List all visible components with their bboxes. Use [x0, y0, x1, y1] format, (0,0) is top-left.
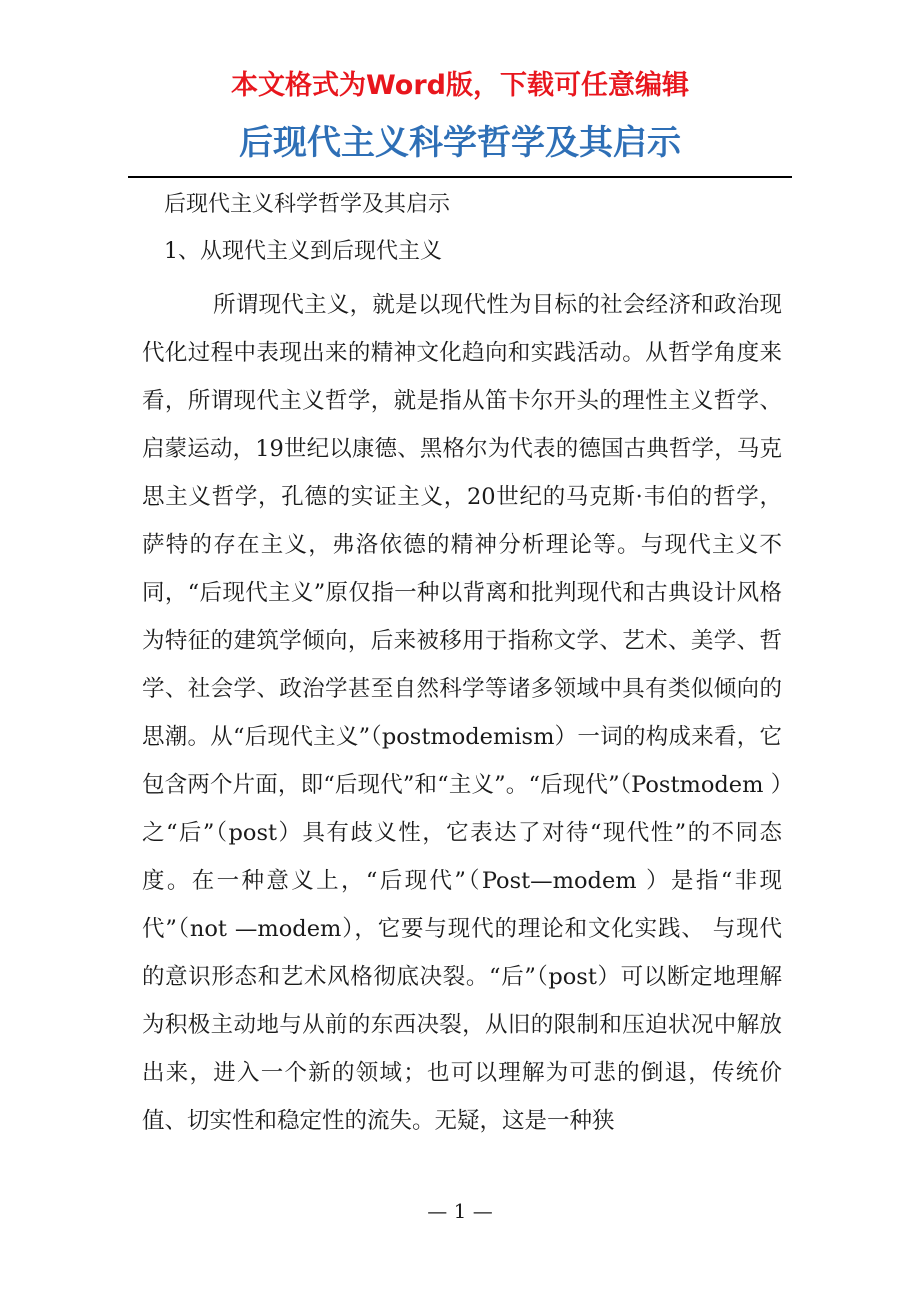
paragraph: 所谓现代主义，就是以现代性为目标的社会经济和政治现代化过程中表现出来的精神文化趋向和实践活动。从哲学角度来看，所谓现代主义哲学，就是指从笛卡尔开头的理性主义哲学、启蒙运动，19世纪以康德、黑格尔为代表的德国古典哲学，马克思主义哲学，孔德的实证主义，20世纪的马克斯·韦伯的哲学，萨特的存在主义，弗洛依德的精神分析理论等。与现代主义不同，“后现代主义”原仅指一种以背离和批判现代和古典设计风格为特征的建筑学倾向，后来被移用于指称文学、艺术、美学、哲学、社会学、政治学甚至自然科学等诸多领域中具有类似倾向的思潮。从“后现代主义”（postmodemism）一词的构成来看，它包含两个片面，即“后现代”和“主义”。“后现代”（Postmodem ）之“后”（post）具有歧义性，它表达了对待“现代性”的不同态度。在一种意义上，“后现代”（Post—modem ）是指“非现代”（not —modem），它要与现代的理论和文化实践、 与现代的意识形态和艺术风格彻底决裂。“后”（post）可以断定地理解为积极主动地与从前的东西决裂，从旧的限制和压迫状况中解放出来，进入一个新的领域；也可以理解为可悲的倒退，传统价值、切实性和稳定性的流失。无疑，这是一种狭 [142, 292, 782, 1134]
document-title: 后现代主义科学哲学及其启示 [239, 123, 681, 163]
page-number: — 1 — [427, 1199, 493, 1223]
body-text [142, 281, 782, 1145]
title-divider [128, 176, 792, 178]
section-heading: 1、从现代主义到后现代主义 [164, 239, 442, 264]
format-notice-banner: 本文格式为Word版，下载可任意编辑 [230, 70, 689, 101]
body-title-line: 后现代主义科学哲学及其启示 [164, 192, 451, 217]
